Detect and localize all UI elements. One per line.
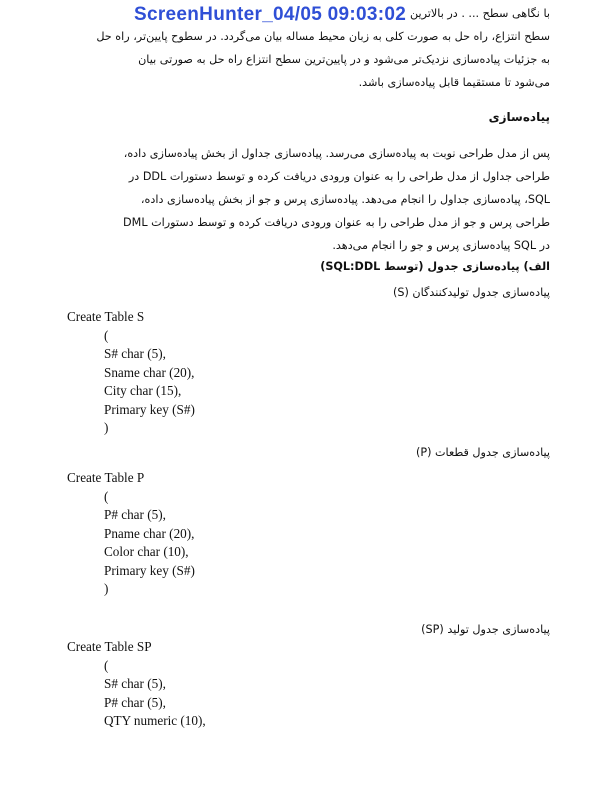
code-open-paren: ( [104, 327, 109, 343]
code-field: S# char (5), [104, 676, 166, 691]
code-field: QTY numeric (10), [104, 713, 206, 728]
table-p-code [67, 469, 195, 599]
code-close-paren: ) [104, 420, 109, 435]
code-open-paren: ( [104, 657, 109, 673]
code-create: Create Table SP [67, 639, 152, 654]
body-line: پس از مدل طراحی نوبت به پیاده‌سازی می‌رسد. پیاده‌سازی جداول از بخش پیاده‌سازی داده، [123, 147, 550, 160]
code-field: P# char (5), [104, 507, 166, 522]
code-create: Create Table P [67, 470, 145, 485]
code-field: Primary key (S#) [104, 401, 195, 417]
body-paragraph [50, 142, 550, 257]
table-p-caption: پیاده‌سازی جدول قطعات (P) [415, 446, 550, 459]
code-field: P# char (5), [104, 694, 166, 710]
body-line: SQL، پیاده‌سازی جداول را انجام می‌دهد. پیاده‌سازی پرس و جو از بخش پیاده‌سازی داده، [140, 193, 550, 206]
intro-line: با نگاهی سطح ... . در بالاترین [410, 7, 550, 20]
body-line: طراحی جداول از مدل طراحی را به عنوان ورودی دریافت کرده و توسط دستورات DDL در [128, 170, 550, 183]
code-create: Create Table S [67, 309, 145, 324]
intro-line: به جزئیات پیاده‌سازی نزدیک‌تر می‌شود و در پایین‌ترین سطح انتزاع راه حل به صورتی بیان [138, 53, 550, 66]
screenhunter-watermark: ScreenHunter_04/05 09:03:02 [134, 4, 407, 25]
code-field: Sname char (20), [104, 364, 195, 380]
code-field: Pname char (20), [104, 525, 195, 541]
code-field: S# char (5), [104, 346, 166, 361]
body-line: طراحی پرس و جو از مدل طراحی را به عنوان ورودی دریافت کرده و توسط دستورات DML [123, 216, 550, 229]
intro-line: سطح انتزاع، راه حل به صورت کلی به زبان محیط مساله بیان می‌گردد. در سطوح پایین‌تر، راه حل [96, 30, 550, 43]
code-field: Primary key (S#) [104, 562, 195, 578]
table-sp-code [67, 638, 206, 731]
table-s-code [67, 308, 195, 438]
table-sp-caption: پیاده‌سازی جدول تولید (SP) [421, 623, 550, 636]
code-field: Color char (10), [104, 544, 189, 559]
body-line: در SQL پیاده‌سازی پرس و جو را انجام می‌دهد. [332, 239, 550, 252]
subheading: الف) پیاده‌سازی جدول (توسط SQL:DDL) [320, 260, 550, 273]
code-open-paren: ( [104, 488, 109, 504]
section-title: پیاده‌سازی [488, 110, 550, 124]
code-close-paren: ) [104, 581, 109, 596]
table-s-caption: پیاده‌سازی جدول تولیدکنندگان (S) [393, 286, 550, 299]
code-field: City char (15), [104, 383, 182, 398]
intro-line: می‌شود تا مستقیما قابل پیاده‌سازی باشد. [358, 76, 550, 89]
